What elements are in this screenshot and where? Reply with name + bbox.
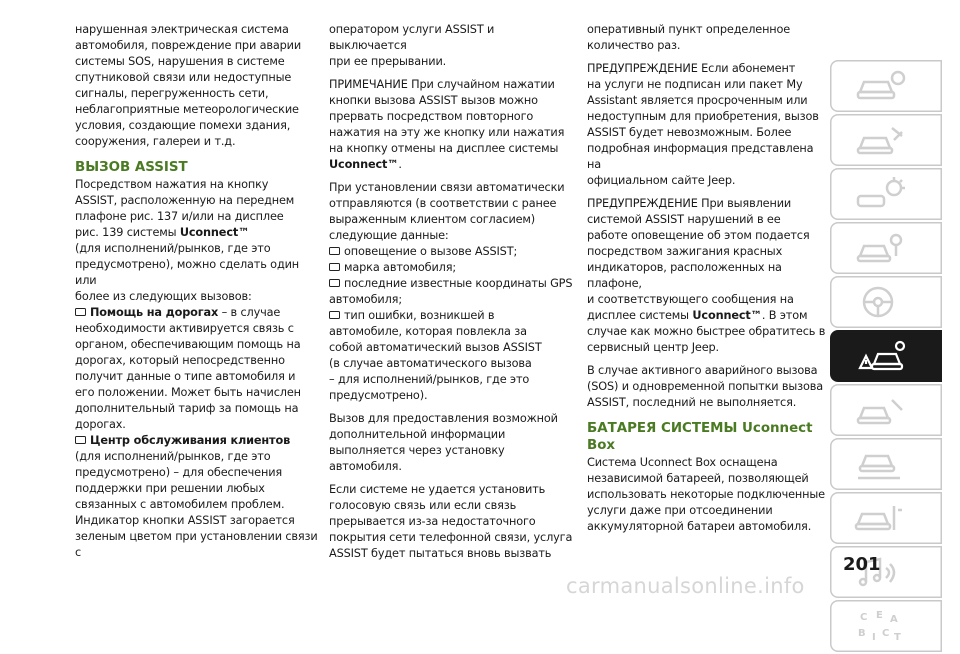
paragraph-attempts: оперативный пункт определенное количество раз. <box>587 23 791 52</box>
paragraph-battery: Система Uconnect Box оснащена независимой батареей, позволяющей использовать некоторые подключенные услуги даже при отсоединении аккумуляторной батареи автомобиля. <box>587 456 825 533</box>
paragraph-operator: оператором услуги ASSIST и выключается при ее прерывании. <box>329 23 495 68</box>
paragraph-warning-fault: ПРЕДУПРЕЖДЕНИЕ При выявлении системой ASSIST нарушений в ее работе оповещение об этом подается посредством зажигания красных индикаторов, расположенных на плафоне, и соответствующего сообщения на дисплее системы Uconnect™. В этом случае как можно быстрее обратитесь в сервисный центр Jeep. <box>587 197 826 354</box>
bullet-list: оповещение о вызове ASSIST; марка автомобиля; последние известные координаты GPS автомобиля; тип ошибки, возникшей в автомобиле, которая повлекла за собой автоматический вызов ASSIST (в случае автоматического вызова – для исполнений/рынков, где это предусмотрено). <box>329 244 575 404</box>
chapter-tab-index[interactable] <box>830 600 942 652</box>
car-dashboard-icon <box>854 122 906 158</box>
watermark: carmanualsonline.info <box>566 574 805 598</box>
bullet-square-icon <box>329 279 340 287</box>
chapter-tab-key[interactable] <box>830 222 942 274</box>
bullet-square-icon <box>329 311 340 319</box>
bullet-square-icon <box>75 308 86 316</box>
svg-text:E: E <box>876 610 883 621</box>
chapter-tab-lights[interactable] <box>830 168 942 220</box>
chapter-tab-vehicle[interactable] <box>830 60 942 112</box>
paragraph-note: ПРИМЕЧАНИЕ При случайном нажатии кнопки вызова ASSIST вызов можно прервать посредством повторного нажатия на эту же кнопку или нажатия на кнопку отмены на дисплее системы Uconnect™. <box>329 78 565 171</box>
car-lift-icon <box>854 446 906 482</box>
svg-text:C: C <box>860 612 868 623</box>
car-tools-icon <box>854 500 906 536</box>
svg-text:A: A <box>890 614 898 625</box>
car-lights-icon <box>854 176 906 212</box>
list-item: марка автомобиля; <box>329 260 575 276</box>
section-heading-assist: ВЫЗОВ ASSIST <box>75 160 188 175</box>
paragraph-sos: В случае активного аварийного вызова (SOS) и одновременной попытки вызова ASSIST, последний не выполняется. <box>587 364 824 409</box>
paragraph-warning-subscription: ПРЕДУПРЕЖДЕНИЕ Если абонемент на услуги не подписан или пакет My Assistant является просроченным или недоступным для приобретения, вызов ASSIST будет невозможным. Более подробная информация представлена на официальном сайте Jeep. <box>587 62 819 187</box>
emergency-icon <box>854 338 906 374</box>
car-info-icon <box>854 68 906 104</box>
column-1 <box>75 22 321 568</box>
list-item: тип ошибки, возникшей в <box>329 308 575 324</box>
alphabet-index-icon <box>854 608 906 644</box>
svg-text:C: C <box>882 628 890 639</box>
chapter-tab-driving[interactable] <box>830 276 942 328</box>
chapter-tab-emergency[interactable] <box>830 330 942 382</box>
bullet-square-icon <box>329 247 340 255</box>
intro-paragraph: нарушенная электрическая система автомобиля, повреждение при аварии системы SOS, нарушения в системе спутниковой связи или недоступные сигналы, перегруженность сети, неблагоприятные метеорологические условия, создающие помехи здания, сооружения, галереи и т.д. <box>75 23 302 148</box>
list-item-customer-center: Центр обслуживания клиентов (для исполнений/рынков, где это предусмотрено) – для обеспечения поддержки при решении любых связанных с автомобилем проблем. <box>75 434 291 511</box>
svg-text:B: B <box>858 628 866 639</box>
chapter-tab-specs[interactable] <box>830 492 942 544</box>
list-item: оповещение о вызове ASSIST; <box>329 244 575 260</box>
page-number: 201 <box>843 554 881 575</box>
bullet-square-icon <box>329 263 340 271</box>
bullet-square-icon <box>75 436 86 444</box>
steering-wheel-icon <box>854 284 906 320</box>
chapter-tab-service[interactable] <box>830 384 942 436</box>
chapter-tab-dashboard[interactable] <box>830 114 942 166</box>
column-2 <box>329 22 575 569</box>
paragraph-data-sent: При установлении связи автоматически отправляются (в соответствии с ранее выраженным клиентом согласием) следующие данные: <box>329 181 565 242</box>
chapter-tab-maintenance[interactable] <box>830 438 942 490</box>
list-item-road-assistance: Помощь на дорогах – в случае необходимости активируется связь с органом, обеспечивающим помощь на дорогах, который непосредственно получит данные о типе автомобиля и его положении. Может быть начислен дополнительный тариф за помощь на дорогах. <box>75 306 301 431</box>
assist-paragraph: Посредством нажатия на кнопку ASSIST, расположенную на переднем плафоне рис. 137 и/или на дисплее рис. 139 системы Uconnect™ (для исполнений/рынков, где это предусмотрено), можно сделать один или более из следующих вызовов: <box>75 178 300 303</box>
paragraph-additional-info: Вызов для предоставления возможной дополнительной информации выполняется через установку автомобиля. <box>329 412 558 473</box>
indicator-paragraph: Индикатор кнопки ASSIST загорается зеленым цветом при установлении связи с <box>75 514 318 559</box>
car-wrench-icon <box>854 392 906 428</box>
svg-text:I: I <box>872 632 876 643</box>
column-3 <box>587 22 827 542</box>
car-key-icon <box>854 230 906 266</box>
svg-text:T: T <box>894 632 901 643</box>
list-item: последние известные координаты GPS <box>329 276 575 292</box>
section-heading-battery: БАТАРЕЯ СИСТЕМЫ Uconnect Box <box>587 421 813 453</box>
paragraph-retry: Если системе не удается установить голосовую связь или если связь прерывается из-за недостаточного покрытия сети телефонной связи, услуга ASSIST будет пытаться вновь вызвать <box>329 483 573 560</box>
